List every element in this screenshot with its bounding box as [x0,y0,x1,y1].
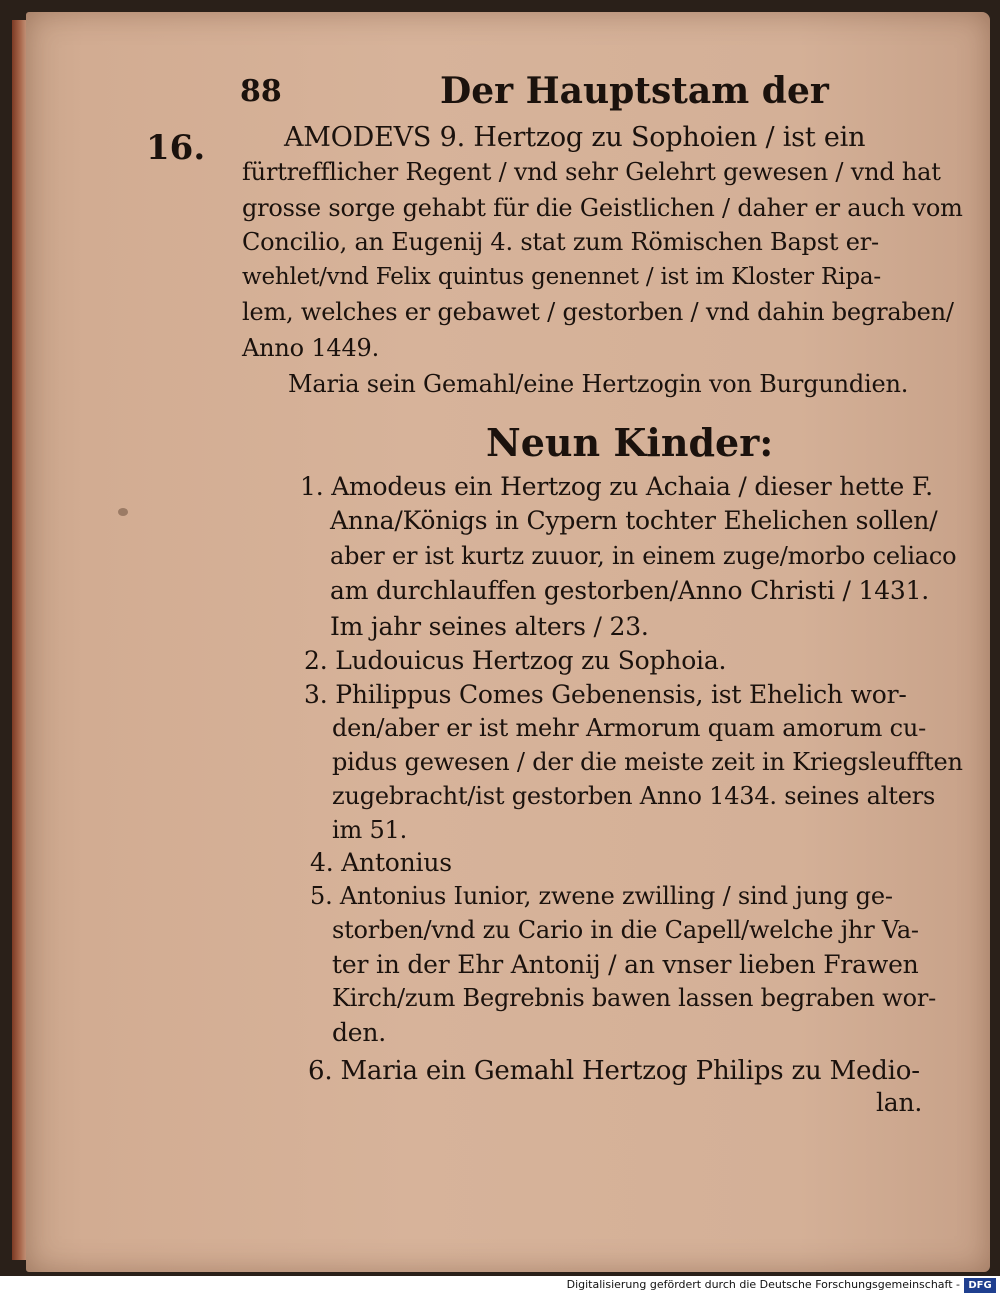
child-line: lan. [876,1088,923,1117]
child-line: den. [332,1018,387,1047]
child-line: 4. Antonius [310,848,452,877]
child-line: pidus gewesen / der die meiste zeit in Kriegsleufften [332,748,963,776]
entry-line: fürtrefflicher Regent / vnd sehr Gelehrt gewesen / vnd hat [242,158,941,186]
child-line: zugebracht/ist gestorben Anno 1434. seines alters [332,782,936,810]
spouse-line: Maria sein Gemahl/eine Hertzogin von Burgundien. [288,370,909,398]
ink-blot [118,508,128,516]
child-line: am durchlauffen gestorben/Anno Christi / 1431. [330,576,930,605]
child-line: 3. Philippus Comes Gebenensis, ist Ehelich wor- [304,680,907,709]
children-heading: Neun Kinder: [486,420,774,465]
child-line: aber er ist kurtz zuuor, in einem zuge/morbo celiaco [330,542,957,570]
footer-bar [0,1276,1000,1296]
child-line: 5. Antonius Iunior, zwene zwilling / sind jung ge- [310,882,893,910]
entry-line: Concilio, an Eugenij 4. stat zum Römischen Bapst er- [242,228,879,256]
entry-line: grosse sorge gehabt für die Geistlichen / daher er auch vom [242,194,963,222]
child-line: Im jahr seines alters / 23. [330,612,649,641]
child-line: 2. Ludouicus Hertzog zu Sophoia. [304,646,727,675]
margin-number: 16. [146,128,206,168]
child-line: im 51. [332,816,408,844]
child-line: ter in der Ehr Antonij / an vnser lieben Frawen [332,950,919,979]
dfg-logo: DFG [964,1278,996,1293]
entry-line: lem, welches er gebawet / gestorben / vnd dahin begraben/ [242,298,954,326]
entry-line: Anno 1449. [242,334,380,362]
digitization-credit: Digitalisierung gefördert durch die Deutsche Forschungsgemeinschaft - [566,1278,960,1291]
child-line: Anna/Königs in Cypern tochter Ehelichen sollen/ [330,506,938,535]
child-line: storben/vnd zu Cario in die Capell/welche jhr Va- [332,916,919,944]
child-line: 6. Maria ein Gemahl Hertzog Philips zu Medio- [308,1056,920,1086]
running-head: Der Hauptstam der [440,70,829,112]
child-line: Kirch/zum Begrebnis bawen lassen begraben wor- [332,984,937,1012]
entry-line: AMODEVS 9. Hertzog zu Sophoien / ist ein [284,122,866,153]
child-line: den/aber er ist mehr Armorum quam amorum cu- [332,714,927,742]
entry-line: wehlet/vnd Felix quintus genennet / ist im Kloster Ripa- [242,264,881,290]
child-line: 1. Amodeus ein Hertzog zu Achaia / dieser hette F. [300,472,933,501]
page-number: 88 [240,74,282,109]
